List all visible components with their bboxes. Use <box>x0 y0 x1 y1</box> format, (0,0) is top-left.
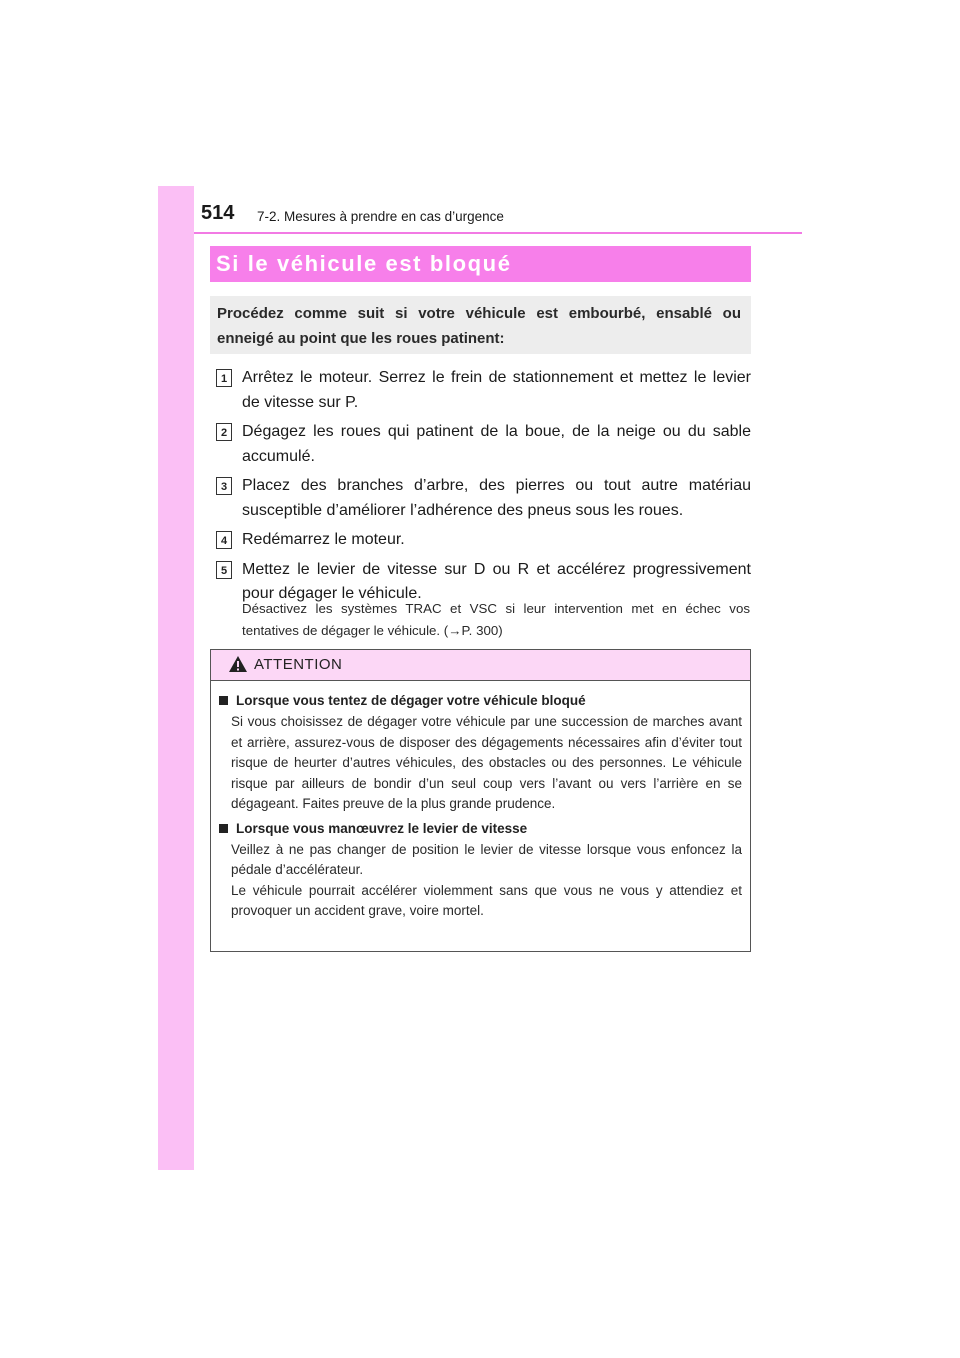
note-text: Désactivez les systèmes TRAC et VSC si leur intervention met en échec vos tentatives de dégager le véhicule. (→P. 300) <box>242 601 750 638</box>
step-number-badge: 3 <box>216 477 232 495</box>
step-item <box>216 420 751 469</box>
warning-header <box>211 650 750 681</box>
warning-item-title <box>216 690 750 712</box>
step-text: Mettez le levier de vitesse sur D ou R et accélérez progressivement pour dégager le véhicule. <box>242 560 751 602</box>
side-tab-strip <box>158 186 194 1170</box>
step-number-badge: 4 <box>216 531 232 549</box>
step-item <box>216 366 751 415</box>
step-number-badge: 2 <box>216 423 232 441</box>
warning-paragraph: Veillez à ne pas changer de position le levier de vitesse lorsque vous enfoncez la pédale d’accélérateur. <box>231 841 742 877</box>
step-item <box>216 474 751 523</box>
warning-label: ATTENTION <box>254 656 343 673</box>
page-title: Si le véhicule est bloqué <box>216 251 512 276</box>
square-bullet-icon <box>219 696 228 705</box>
section-title: 7-2. Mesures à prendre en cas d’urgence <box>257 209 504 224</box>
warning-triangle-icon <box>228 655 248 673</box>
step-text: Placez des branches d’arbre, des pierres ou tout autre matériau susceptible d’améliorer l’adhérence des pneus sous les roues. <box>242 477 751 519</box>
step-text: Redémarrez le moteur. <box>242 531 405 548</box>
warning-item-title-text: Lorsque vous tentez de dégager votre véhicule bloqué <box>236 693 586 708</box>
warning-paragraph: Si vous choisissez de dégager votre véhicule par une succession de marches avant et arrière, assurez-vous de disposer des dégagements nécessaires afin d’éviter tout risque de heurter d’autres véhicules, des obstacles ou des personnes. Le véhicule risque par ailleurs de bondir d’un seul coup vers l’avant ou vers l’arrière en se dégageant. Faites preuve de la plus grande prudence. <box>231 714 742 811</box>
page-number: 514 <box>201 202 235 224</box>
step-text: Arrêtez le moteur. Serrez le frein de stationnement et mettez le levier de vitesse sur P. <box>242 369 751 411</box>
page-title-bar <box>210 246 751 282</box>
warning-paragraph: Le véhicule pourrait accélérer violemment sans que vous ne vous y attendiez et provoquer un accident grave, voire mortel. <box>231 882 742 918</box>
step-item <box>216 528 751 553</box>
warning-item-text <box>231 712 742 815</box>
step-text: Dégagez les roues qui patinent de la boue, de la neige ou du sable accumulé. <box>242 423 751 465</box>
warning-box <box>210 649 751 952</box>
warning-body <box>211 690 750 922</box>
header-divider <box>194 232 802 234</box>
warning-item-title <box>216 818 750 840</box>
step-number-badge: 5 <box>216 561 232 579</box>
step-number-badge: 1 <box>216 369 232 387</box>
square-bullet-icon <box>219 824 228 833</box>
intro-text: Procédez comme suit si votre véhicule est embourbé, ensablé ou enneigé au point que les roues patinent: <box>217 305 741 347</box>
steps-list <box>216 366 751 607</box>
intro-box <box>210 296 751 354</box>
warning-item-text <box>231 840 742 922</box>
warning-item-title-text: Lorsque vous manœuvrez le levier de vitesse <box>236 820 528 836</box>
